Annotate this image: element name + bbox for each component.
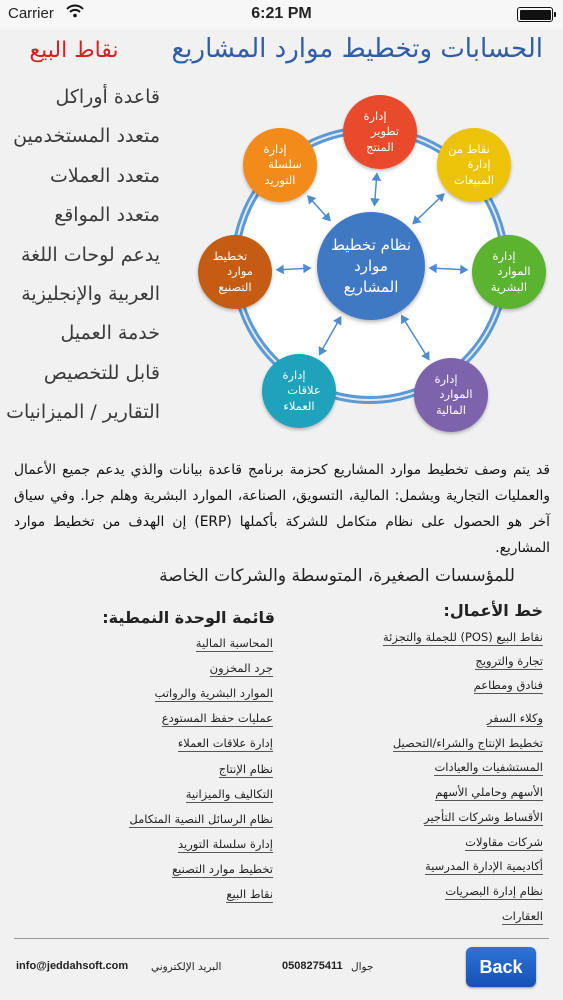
pos-feature-item: العربية والإنجليزية bbox=[21, 283, 160, 305]
module-item: نظام الإنتاج bbox=[218, 762, 273, 776]
business-line-item: العقارات bbox=[501, 909, 543, 923]
diagram-center-node: نظام تخطيط موارد المشاريع bbox=[317, 212, 425, 320]
carrier-label: Carrier bbox=[8, 5, 54, 22]
diagram-node-sales: نقاط من إدارة المبيعات bbox=[437, 128, 511, 202]
business-line-item: تخطيط الإنتاج والشراء/التحصيل bbox=[392, 736, 543, 750]
module-item: جرد المخزون bbox=[209, 661, 273, 675]
clock: 6:21 PM bbox=[251, 5, 312, 22]
pos-feature-item: قاعدة أوراكل bbox=[55, 86, 160, 108]
pos-feature-item: قابل للتخصيص bbox=[43, 362, 160, 384]
module-item: المحاسبة المالية bbox=[195, 636, 273, 650]
diagram-node-supply-chain: إدارة سلسلة التوريد bbox=[243, 128, 317, 202]
pos-feature-item: متعدد العملات bbox=[50, 165, 160, 187]
business-lines-title: خط الأعمال: bbox=[443, 601, 543, 620]
pos-feature-item: التقارير / الميزانيات bbox=[6, 401, 160, 423]
modules-title: قائمة الوحدة النمطية: bbox=[102, 608, 275, 627]
diagram-node-manufacturing-planning: تخطيط موارد التصنيع bbox=[198, 235, 272, 309]
business-line-item: الأسهم وحاملي الأسهم bbox=[435, 785, 543, 799]
phone-value[interactable]: 0508275411 bbox=[282, 960, 343, 972]
battery-icon bbox=[517, 7, 553, 22]
module-item: إدارة علاقات العملاء bbox=[177, 736, 273, 750]
module-item: عمليات حفظ المستودع bbox=[161, 711, 273, 725]
diagram-node-customer-relations: إدارة علاقات العملاء bbox=[262, 354, 336, 428]
email-label: البريد الإلكتروني bbox=[151, 961, 222, 973]
business-line-item: المستشفيات والعيادات bbox=[434, 760, 543, 774]
diagram-node-financial-resources: إدارة الموارد المالية bbox=[414, 358, 488, 432]
business-line-item: نقاط البيع (POS) للجملة والتجزئة bbox=[382, 630, 543, 644]
diagram-node-human-resources: إدارة الموارد البشرية bbox=[472, 235, 546, 309]
footer-divider bbox=[14, 938, 549, 939]
business-line-item: الأقساط وشركات التأجير bbox=[424, 810, 543, 824]
page-title: الحسابات وتخطيط موارد المشاريع bbox=[171, 34, 543, 64]
business-line-item: شركات مقاولات bbox=[465, 835, 543, 849]
module-item: التكاليف والميزانية bbox=[185, 787, 273, 801]
business-line-item: أكاديمية الإدارة المدرسية bbox=[425, 859, 543, 873]
business-line-item: تجارة والترويج bbox=[475, 654, 543, 668]
pos-feature-item: خدمة العميل bbox=[60, 322, 160, 344]
module-item: تخطيط موارد التصنيع bbox=[172, 862, 273, 876]
pos-feature-item: يدعم لوحات اللغة bbox=[20, 244, 160, 266]
module-item: نظام الرسائل النصية المتكامل bbox=[129, 812, 273, 826]
pos-title: نقاط البيع bbox=[29, 38, 119, 63]
diagram-node-product-development: إدارة تطوير المنتج bbox=[343, 95, 417, 169]
description-text: قد يتم وصف تخطيط موارد المشاريع كحزمة برنامج قاعدة بيانات والذي يدعم جميع الأعمال والعمليات التجارية ويشمل: المالية، التسويق، الصناعة، الموارد البشرية وهلم جرا. وفي سياق آخر هو الحصول على نظام متكامل للشركة بأكملها (ERP) إن الهدف من تخطيط موارد المشاريع. bbox=[14, 462, 550, 556]
business-line-item: وكلاء السفر bbox=[486, 711, 543, 725]
pos-feature-item: متعدد المستخدمين bbox=[13, 125, 160, 147]
module-item: إدارة سلسلة التوريد bbox=[178, 837, 273, 851]
business-line-item: نظام إدارة البصريات bbox=[445, 884, 543, 898]
back-button[interactable]: Back bbox=[466, 947, 536, 987]
phone-label: جوال bbox=[351, 961, 374, 973]
status-bar bbox=[0, 0, 563, 30]
pos-feature-item: متعدد المواقع bbox=[54, 204, 160, 226]
business-line-item: فنادق ومطاعم bbox=[473, 678, 543, 692]
erp-diagram bbox=[185, 78, 555, 448]
email-value[interactable]: info@jeddahsoft.com bbox=[16, 960, 129, 972]
module-item: الموارد البشرية والرواتب bbox=[154, 686, 273, 700]
module-item: نقاط البيع bbox=[226, 887, 273, 901]
sub-heading: للمؤسسات الصغيرة، المتوسطة والشركات الخاصة bbox=[159, 566, 515, 586]
